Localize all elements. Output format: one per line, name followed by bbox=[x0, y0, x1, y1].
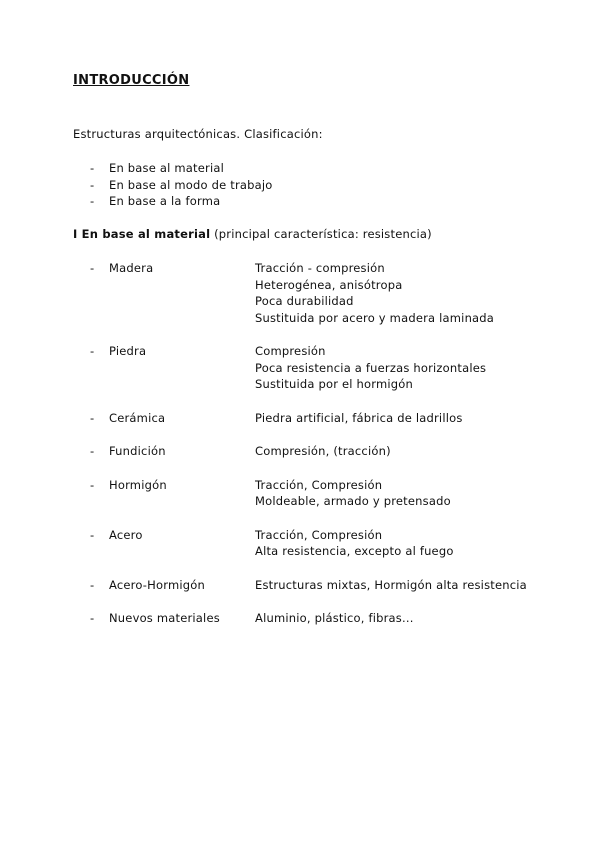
material-property: Poca resistencia a fuerzas horizontales bbox=[255, 360, 487, 375]
section-heading-note: (principal característica: resistencia) bbox=[210, 227, 432, 241]
list-item-text: En base a la forma bbox=[109, 194, 221, 208]
material-property: Alta resistencia, excepto al fuego bbox=[255, 544, 454, 558]
list-dash: - bbox=[90, 577, 95, 592]
material-property: Aluminio, plástico, fibras... bbox=[255, 611, 414, 625]
intro-text: Estructuras arquitectónicas. Clasificación: bbox=[73, 127, 323, 141]
material-property: Tracción, Compresión bbox=[255, 527, 383, 542]
list-dash: - bbox=[90, 344, 95, 358]
material-properties bbox=[255, 477, 533, 510]
material-property: Compresión bbox=[255, 344, 326, 358]
material-row bbox=[73, 410, 533, 427]
list-item bbox=[73, 177, 273, 194]
material-properties bbox=[255, 410, 533, 427]
material-name: Acero-Hormigón bbox=[109, 577, 205, 592]
list-dash: - bbox=[90, 194, 95, 208]
classification-list bbox=[73, 160, 273, 210]
material-name: Hormigón bbox=[109, 477, 167, 492]
material-property: Poca durabilidad bbox=[255, 294, 354, 308]
list-dash: - bbox=[90, 261, 95, 275]
material-properties bbox=[255, 260, 533, 326]
material-property: Estructuras mixtas, Hormigón alta resistencia bbox=[255, 577, 527, 592]
material-properties bbox=[255, 610, 533, 627]
material-properties bbox=[255, 577, 533, 594]
list-dash: - bbox=[90, 410, 95, 425]
material-name: Fundición bbox=[109, 444, 166, 458]
list-item-text: En base al modo de trabajo bbox=[109, 177, 273, 192]
list-dash: - bbox=[90, 611, 95, 625]
material-property: Tracción - compresión bbox=[255, 261, 385, 275]
material-name: Cerámica bbox=[109, 410, 166, 425]
list-dash: - bbox=[90, 444, 95, 458]
section-heading bbox=[73, 227, 432, 241]
material-name: Nuevos materiales bbox=[109, 611, 220, 625]
list-dash: - bbox=[90, 527, 95, 542]
section-heading-bold: I En base al material bbox=[73, 227, 211, 241]
material-property: Compresión, (tracción) bbox=[255, 444, 391, 458]
material-name: Acero bbox=[109, 527, 143, 542]
materials-list bbox=[73, 260, 533, 644]
list-item bbox=[73, 193, 273, 210]
material-property: Tracción, Compresión bbox=[255, 477, 383, 492]
list-dash: - bbox=[90, 477, 95, 492]
material-property: Sustituida por el hormigón bbox=[255, 377, 413, 391]
list-item-text: En base al material bbox=[109, 161, 224, 175]
material-row bbox=[73, 477, 533, 510]
material-name: Piedra bbox=[109, 344, 147, 358]
material-row bbox=[73, 610, 533, 627]
material-property: Piedra artificial, fábrica de ladrillos bbox=[255, 410, 463, 425]
material-row bbox=[73, 260, 533, 326]
material-row bbox=[73, 527, 533, 560]
material-properties bbox=[255, 443, 533, 460]
material-property: Sustituida por acero y madera laminada bbox=[255, 310, 495, 325]
material-properties bbox=[255, 343, 533, 393]
material-row bbox=[73, 443, 533, 460]
list-dash: - bbox=[90, 177, 95, 192]
material-property: Moldeable, armado y pretensado bbox=[255, 494, 451, 508]
material-row bbox=[73, 343, 533, 393]
material-row bbox=[73, 577, 533, 594]
material-property: Heterogénea, anisótropa bbox=[255, 277, 403, 292]
page-title: INTRODUCCIÓN bbox=[73, 73, 190, 88]
list-item bbox=[73, 160, 273, 177]
list-dash: - bbox=[90, 161, 95, 175]
material-name: Madera bbox=[109, 261, 154, 275]
material-properties bbox=[255, 527, 533, 560]
